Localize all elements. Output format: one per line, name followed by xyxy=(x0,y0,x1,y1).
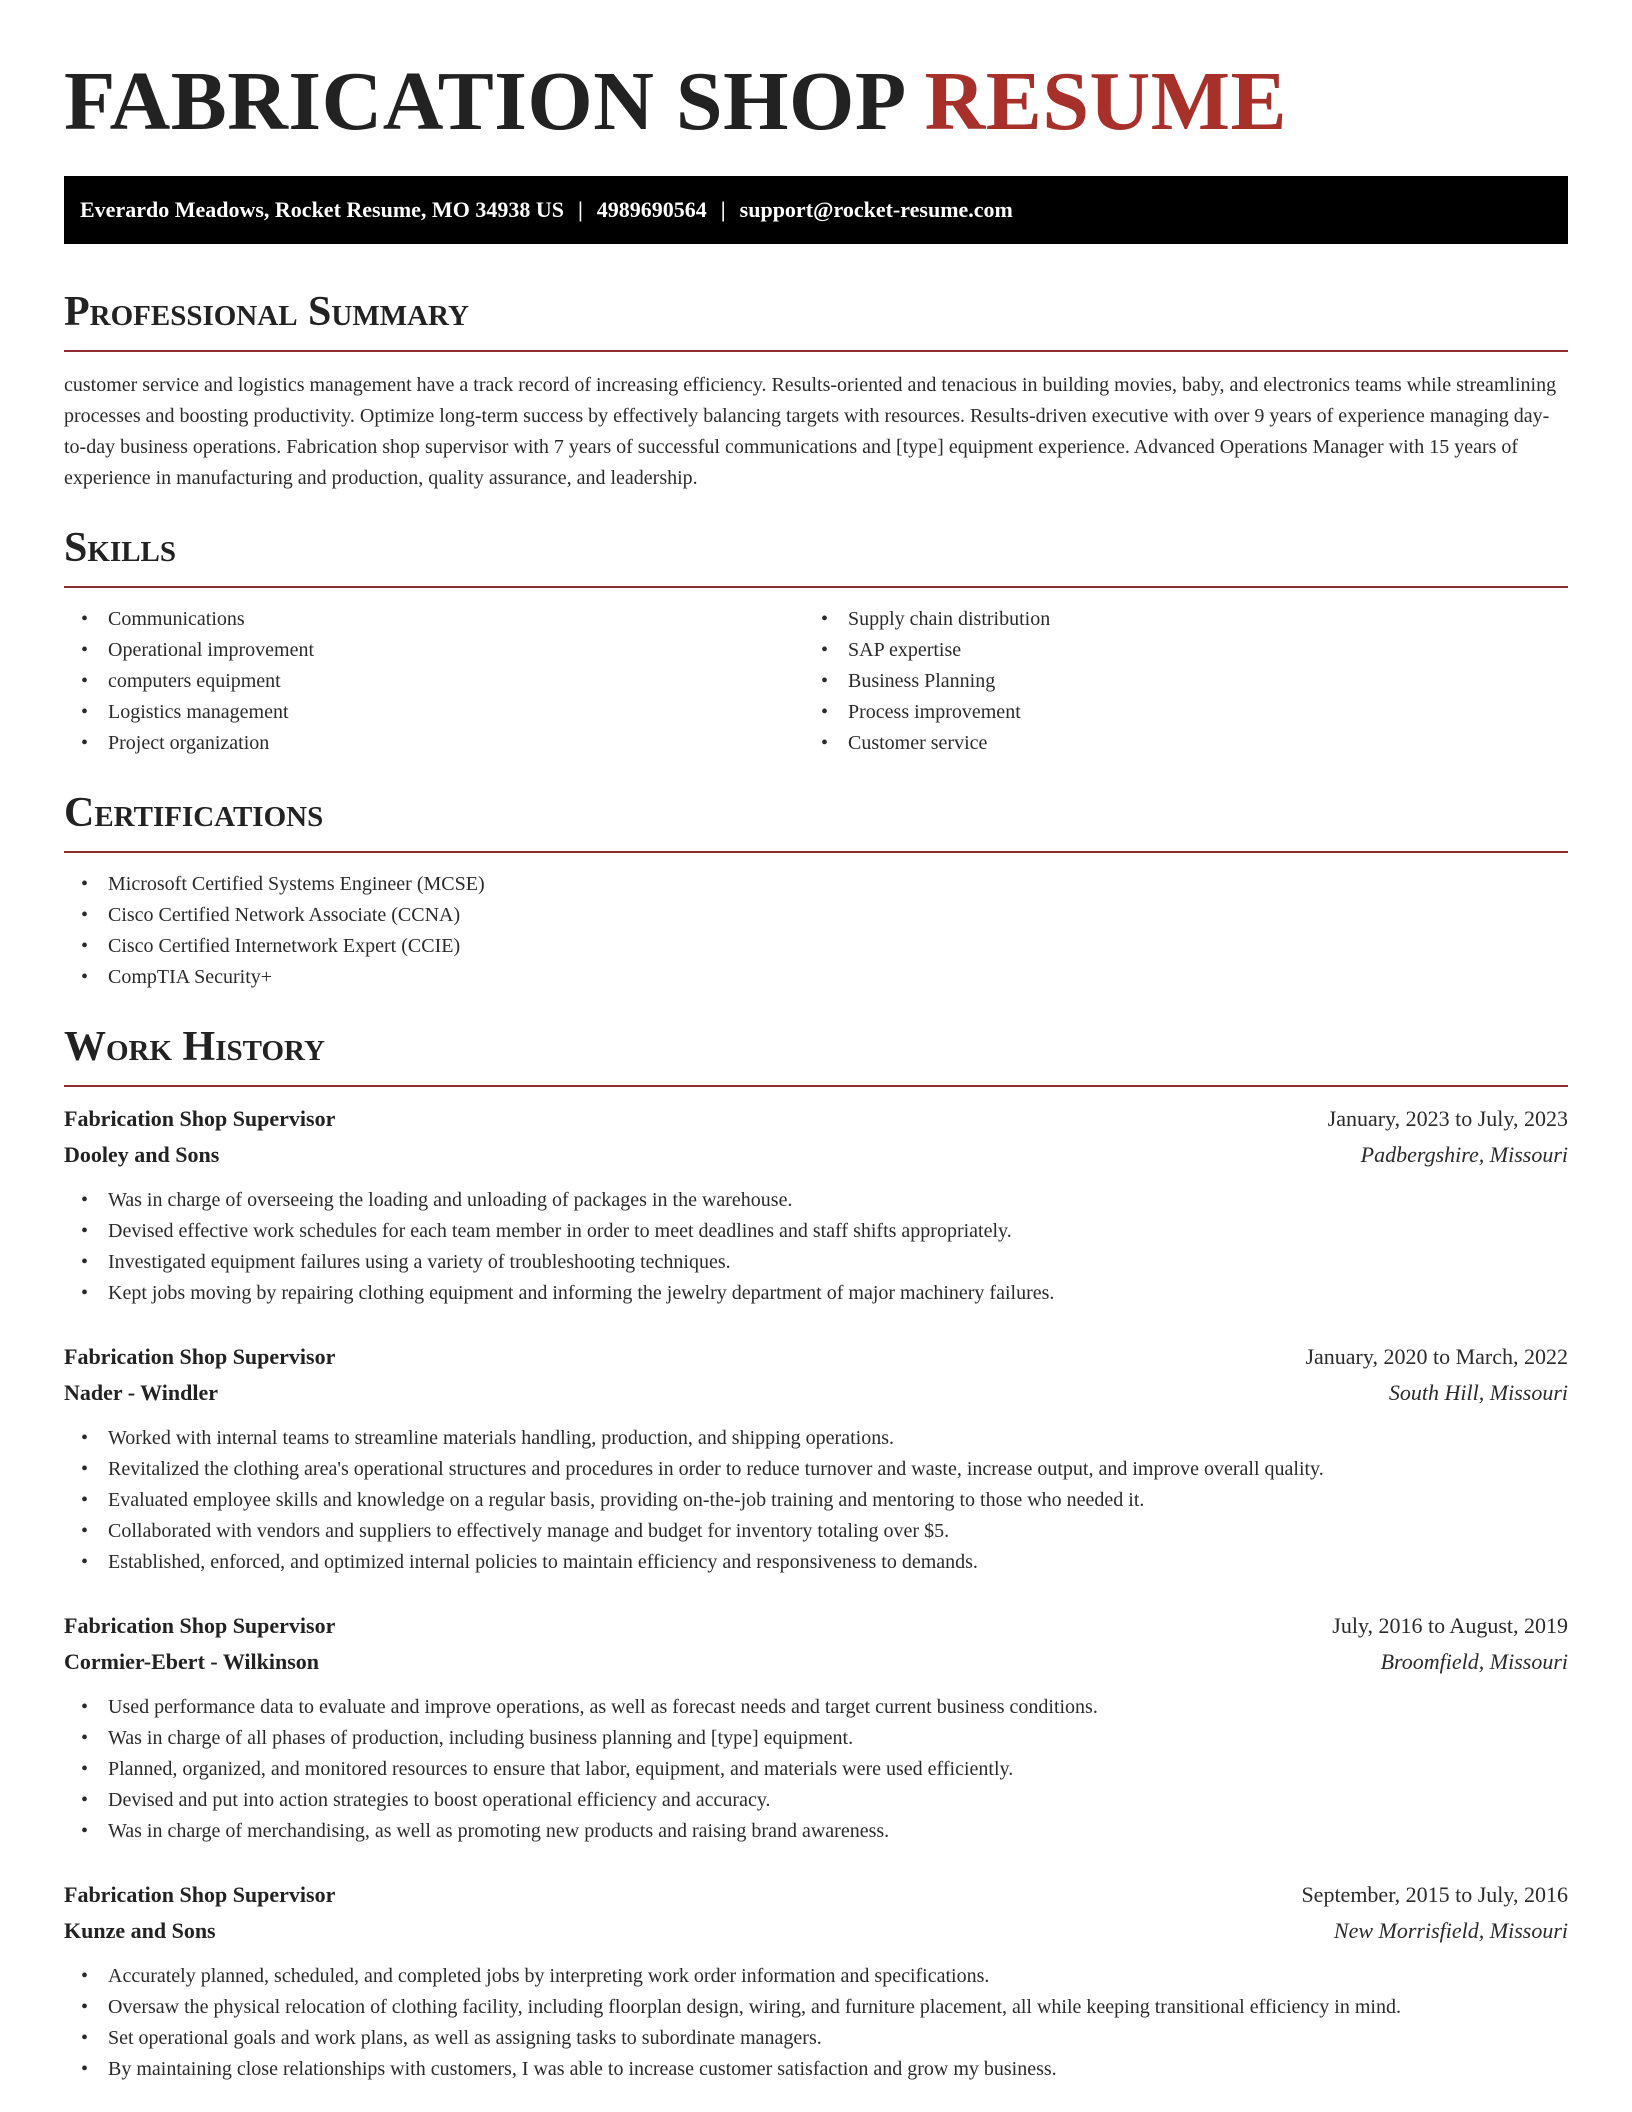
job-company: Kunze and Sons xyxy=(64,1918,216,1943)
contact-separator: | xyxy=(720,197,726,222)
skill-item: • Logistics management xyxy=(64,697,804,728)
skills-columns xyxy=(64,604,1568,759)
skills-heading: Skills xyxy=(64,524,1568,588)
job-location: Padbergshire, Missouri xyxy=(1360,1142,1568,1167)
job-title: Fabrication Shop Supervisor xyxy=(64,1344,336,1369)
job-bullet: • Revitalized the clothing area's operational structures and procedures in order to reduce turnover and waste, increase output, and improve overall quality. xyxy=(64,1454,1568,1485)
certifications-section xyxy=(64,789,1568,993)
job-title: Fabrication Shop Supervisor xyxy=(64,1882,336,1907)
job-bullet: • Was in charge of merchandising, as well as promoting new products and raising brand awareness. xyxy=(64,1816,1568,1847)
job-company: Cormier-Ebert - Wilkinson xyxy=(64,1649,320,1674)
skills-list-right xyxy=(804,604,1544,759)
job-location: New Morrisfield, Missouri xyxy=(1333,1918,1568,1943)
job-bullet: • Evaluated employee skills and knowledge on a regular basis, providing on-the-job training and mentoring to those who needed it. xyxy=(64,1485,1568,1516)
job-entry xyxy=(64,1877,1568,2085)
job-bullets xyxy=(64,1423,1568,1578)
skill-item: • Process improvement xyxy=(804,697,1544,728)
job-company: Dooley and Sons xyxy=(64,1142,220,1167)
job-company-row xyxy=(64,1375,1568,1411)
job-bullet: • Planned, organized, and monitored resources to ensure that labor, equipment, and materials were used efficiently. xyxy=(64,1754,1568,1785)
skill-item: • Communications xyxy=(64,604,804,635)
summary-section xyxy=(64,288,1568,494)
skills-list-left xyxy=(64,604,804,759)
certification-item: • Cisco Certified Internetwork Expert (CCIE) xyxy=(64,931,1568,962)
certification-item: • CompTIA Security+ xyxy=(64,962,1568,993)
job-dates: January, 2020 to March, 2022 xyxy=(1305,1344,1568,1369)
job-company: Nader - Windler xyxy=(64,1380,219,1405)
skill-item: • Customer service xyxy=(804,728,1544,759)
contact-address: Everardo Meadows, Rocket Resume, MO 34938 US xyxy=(80,197,564,222)
job-bullet: • Kept jobs moving by repairing clothing equipment and informing the jewelry department of major machinery failures. xyxy=(64,1278,1568,1309)
job-bullet: • Set operational goals and work plans, as well as assigning tasks to subordinate managers. xyxy=(64,2023,1568,2054)
skill-item: • computers equipment xyxy=(64,666,804,697)
job-bullet: • Used performance data to evaluate and improve operations, as well as forecast needs and target current business conditions. xyxy=(64,1692,1568,1723)
skill-item: • SAP expertise xyxy=(804,635,1544,666)
job-bullet: • Was in charge of overseeing the loading and unloading of packages in the warehouse. xyxy=(64,1185,1568,1216)
job-bullet: • Investigated equipment failures using a variety of troubleshooting techniques. xyxy=(64,1247,1568,1278)
job-bullet: • Accurately planned, scheduled, and completed jobs by interpreting work order information and specifications. xyxy=(64,1961,1568,1992)
skills-section xyxy=(64,524,1568,759)
job-header-row xyxy=(64,1101,1568,1137)
resume-content xyxy=(64,0,1568,2085)
job-bullet: • Was in charge of all phases of production, including business planning and [type] equipment. xyxy=(64,1723,1568,1754)
contact-separator: | xyxy=(577,197,583,222)
job-bullet: • Collaborated with vendors and suppliers to effectively manage and budget for inventory totaling over $5. xyxy=(64,1516,1568,1547)
work-history-section xyxy=(64,1023,1568,2085)
certification-item: • Cisco Certified Network Associate (CCNA) xyxy=(64,900,1568,931)
job-header-row xyxy=(64,1608,1568,1644)
certifications-heading: Certifications xyxy=(64,789,1568,853)
contact-bar xyxy=(64,176,1568,244)
job-dates: January, 2023 to July, 2023 xyxy=(1327,1106,1568,1131)
job-entry xyxy=(64,1608,1568,1847)
job-header-row xyxy=(64,1339,1568,1375)
skill-item: • Supply chain distribution xyxy=(804,604,1544,635)
job-dates: September, 2015 to July, 2016 xyxy=(1301,1882,1568,1907)
job-entry xyxy=(64,1339,1568,1578)
contact-email: support@rocket-resume.com xyxy=(739,197,1013,222)
job-company-row xyxy=(64,1137,1568,1173)
skill-item: • Project organization xyxy=(64,728,804,759)
job-bullets xyxy=(64,1692,1568,1847)
job-dates: July, 2016 to August, 2019 xyxy=(1332,1613,1568,1638)
certification-item: • Microsoft Certified Systems Engineer (MCSE) xyxy=(64,869,1568,900)
job-bullet: • Oversaw the physical relocation of clothing facility, including floorplan design, wiring, and furniture placement, all while keeping transitional efficiency in mind. xyxy=(64,1992,1568,2023)
summary-heading: Professional Summary xyxy=(64,288,1568,352)
job-title: Fabrication Shop Supervisor xyxy=(64,1106,336,1131)
resume-title xyxy=(64,0,1568,146)
job-header-row xyxy=(64,1877,1568,1913)
job-bullets xyxy=(64,1961,1568,2085)
job-bullets xyxy=(64,1185,1568,1309)
certifications-list xyxy=(64,869,1568,993)
title-accent: RESUME xyxy=(924,55,1288,148)
skill-item: • Operational improvement xyxy=(64,635,804,666)
summary-text: customer service and logistics management have a track record of increasing efficiency. Results-oriented and tenacious in building movies, baby, and electronics teams while streamlining processes and boosting productivity. Optimize long-term success by effectively balancing targets with resources. Results-driven executive with over 9 years of experience managing day-to-day business operations. Fabrication shop supervisor with 7 years of successful communications and [type] equipment experience. Advanced Operations Manager with 15 years of experience in manufacturing and production, quality assurance, and leadership. xyxy=(64,374,1557,489)
title-main: FABRICATION SHOP xyxy=(64,55,907,148)
job-bullet: • Devised effective work schedules for each team member in order to meet deadlines and staff shifts appropriately. xyxy=(64,1216,1568,1247)
job-bullet: • Devised and put into action strategies to boost operational efficiency and accuracy. xyxy=(64,1785,1568,1816)
skill-item: • Business Planning xyxy=(804,666,1544,697)
job-title: Fabrication Shop Supervisor xyxy=(64,1613,336,1638)
job-bullet: • Worked with internal teams to streamline materials handling, production, and shipping operations. xyxy=(64,1423,1568,1454)
job-bullet: • By maintaining close relationships with customers, I was able to increase customer satisfaction and grow my business. xyxy=(64,2054,1568,2085)
contact-phone: 4989690564 xyxy=(596,197,707,222)
job-bullet: • Established, enforced, and optimized internal policies to maintain efficiency and responsiveness to demands. xyxy=(64,1547,1568,1578)
work-history-heading: Work History xyxy=(64,1023,1568,1087)
job-company-row xyxy=(64,1644,1568,1680)
job-location: South Hill, Missouri xyxy=(1388,1380,1568,1405)
job-company-row xyxy=(64,1913,1568,1949)
job-entry xyxy=(64,1101,1568,1309)
job-location: Broomfield, Missouri xyxy=(1380,1649,1568,1674)
